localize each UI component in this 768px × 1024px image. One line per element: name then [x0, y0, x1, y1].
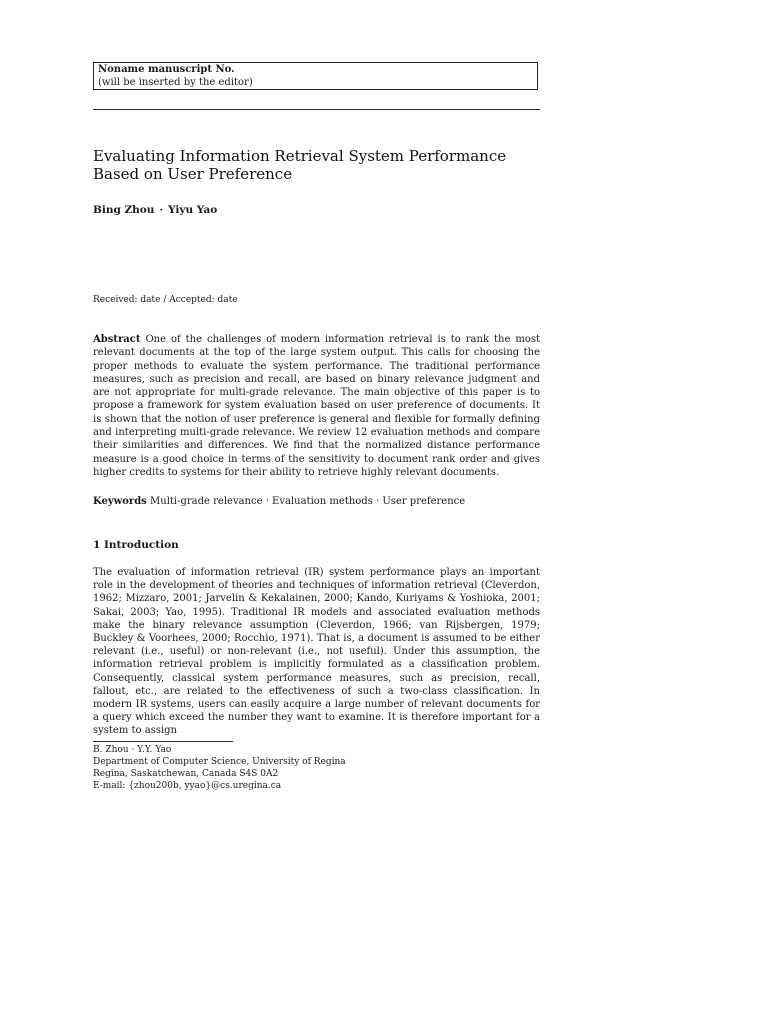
author-name: Yiyu Yao	[168, 204, 218, 216]
footnote-email: E-mail: {zhou200b, yyao}@cs.uregina.ca	[93, 781, 282, 791]
footnote-rule	[93, 741, 233, 742]
section-body: The evaluation of information retrieval (IR) system performance plays an important role in the development of theories and techniques of information retrieval (Cleverdon, 1962; Mizzaro, 2001; Jarvelin & Kekalainen, 2000; Kando, Kuriyams & Yoshioka, 2001; Sakai, 2003; Yao, 1995). Traditional IR models and associated evaluation methods make the binary relevance assumption (Cleverdon, 1966; van Rijsbergen, 1979; Buckley & Voorhees, 2000; Rocchio, 1971). That is, a document is assumed to be either relevant (i.e., useful) or non-relevant (i.e., not useful). Under this assumption, the information retrieval problem is implicitly formulated as a classification problem. Consequently, classical system performance measures, such as precision, recall, fallout, etc., are related to the effectiveness of such a two-class classification. In modern IR systems, users can easily acquire a large number of relevant documents for a query which exceed the number they want to examine. It is therefore important for a system to assign	[93, 567, 540, 737]
editor-note-box	[93, 62, 538, 90]
abstract-text: One of the challenges of modern information retrieval is to rank the most relevant documents at the top of the large system output. This calls for choosing the proper methods to evaluate the system performance. The traditional performance measures, such as precision and recall, are based on binary relevance judgment and are not appropriate for multi-grade relevance. The main objective of this paper is to propose a framework for system evaluation based on user preference of documents. It is shown that the notion of user preference is general and flexible for formally defining and interpreting multi-grade relevance. We review 12 evaluation methods and compare their similarities and differences. We find that the normalized distance performance measure is a good choice in terms of the sensitivity to document rank order and gives higher credits to systems for their ability to retrieve highly relevant documents.	[93, 334, 540, 478]
author-separator: ·	[159, 204, 164, 216]
footnote-department: Department of Computer Science, University of Regina	[93, 757, 346, 767]
keywords-label: Keywords	[93, 496, 147, 507]
abstract	[93, 333, 540, 479]
author-affiliation-footnote	[93, 744, 346, 792]
footnote-address: Regina, Saskatchewan, Canada S4S 0A2	[93, 769, 279, 779]
footnote-authors: B. Zhou · Y.Y. Yao	[93, 745, 172, 755]
header-rule	[93, 109, 540, 110]
author-name: Bing Zhou	[93, 204, 155, 216]
abstract-label: Abstract	[93, 334, 141, 345]
paper-title: Evaluating Information Retrieval System Performance Based on User Preference	[93, 147, 507, 183]
author-line	[93, 204, 217, 216]
keywords-text: Multi-grade relevance · Evaluation methods · User preference	[150, 496, 466, 507]
keywords	[93, 495, 540, 508]
paper-page	[93, 0, 540, 1024]
editor-note: (will be inserted by the editor)	[98, 76, 253, 88]
manuscript-number: Noname manuscript No.	[98, 64, 235, 75]
section-heading: 1 Introduction	[93, 539, 179, 551]
received-date: Received: date / Accepted: date	[93, 295, 238, 305]
